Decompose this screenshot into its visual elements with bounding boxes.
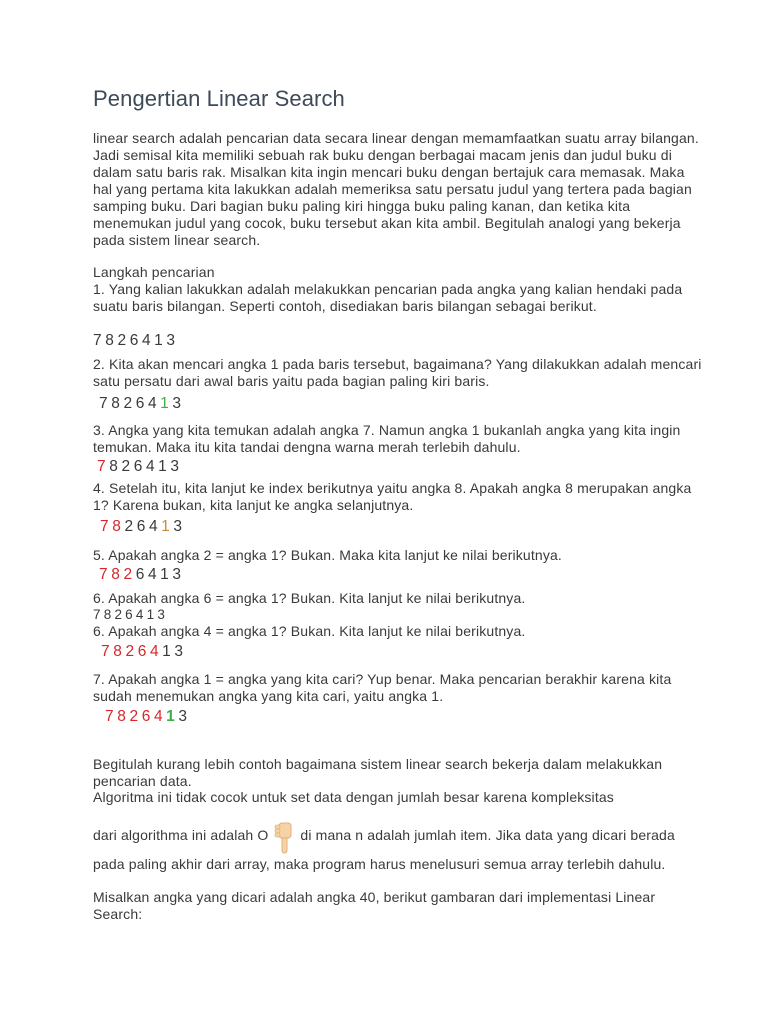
digit: 6 [137,643,150,660]
digit: 6 [125,607,136,622]
digit-sequence [93,332,179,350]
digit: 4 [149,643,163,660]
step-4-text: 4. Setelah itu, kita lanjut ke index berikutnya yaitu angka 8. Apakah angka 8 merupakan angka 1? Karena bukan, kita lanjut ke angka selanjutnya. [93,480,692,513]
example-intro: Misalkan angka yang dicari adalah angka 40, berikut gambaran dari implementasi Linear Search: [93,889,656,922]
complexity-text-after: di mana n adalah jumlah item. Jika data yang dicari berada pada paling akhir dari array, maka program harus menelusuri semua array terlebih dahulu. [93,827,675,872]
digit: 8 [111,395,124,412]
digit: 4 [135,607,147,622]
digit: 1 [161,518,174,535]
digit: 8 [113,643,126,660]
digit: 4 [147,395,161,412]
digit: 3 [172,395,185,412]
digit: 2 [123,566,136,583]
digit: 7 [97,458,110,475]
digit: 6 [136,518,149,535]
digit: 2 [123,395,136,412]
digit: 3 [173,518,186,535]
digit: 7 [101,643,114,660]
step-7-text: 7. Apakah angka 1 = angka yang kita cari? Yup benar. Maka pencarian berakhir karena kita sudah menemukan angka yang kita cari, yaitu angka 1. [93,671,672,704]
closing-paragraph: Begitulah kurang lebih contoh bagaimana sistem linear search bekerja dalam melakukkan pencarian data. [93,756,663,789]
digit: 1 [166,708,179,725]
intro-paragraph: linear search adalah pencarian data secara linear dengan memamfaatkan suatu array bilangan. Jadi semisal kita memiliki sebuah rak buku dengan berbagai macam jenis dan judul buku di dalam satu baris rak. Misalkan kita ingin mencari buku dengan bertajuk cara memasak. Maka hal yang pertama kita lakukkan adalah memeriksa satu persatu judul yang tertera pada bagian samping buku. Dari bagian buku paling kiri hingga buku paling kanan, dan ketika kita menemukan judul yang cocok, buku tersebut akan kita ambil. Begitulah analogi yang bekerja pada sistem linear search. [93,130,699,248]
digit: 6 [133,458,146,475]
digit: 3 [178,708,191,725]
digit: 6 [129,332,142,349]
digit: 2 [121,458,134,475]
digit-sequence [105,708,191,726]
digit: 7 [93,607,104,622]
digit: 3 [157,607,169,622]
digit: 7 [105,708,118,725]
digit: 6 [141,708,154,725]
digit: 8 [111,566,124,583]
step-6b-text: 6. Apakah angka 4 = angka 1? Bukan. Kita lanjut ke nilai berikutnya. [93,623,526,639]
digit: 8 [109,458,122,475]
complexity-paragraph [93,822,703,873]
digit: 1 [160,395,173,412]
step-1-text: 1. Yang kalian lakukkan adalah melakukkan pencarian pada angka yang kalian hendaki pada suatu baris bilangan. Seperti contoh, disediakan baris bilangan sebagai berikut. [93,281,683,314]
digit: 6 [135,395,148,412]
complexity-text-before: dari algorithma ini adalah O [93,827,269,843]
digit-sequence [93,606,168,624]
step-3-text: 3. Angka yang kita temukan adalah angka 7. Namun angka 1 bukanlah angka yang kita ingin temukan. Maka itu kita tandai dengna warna merah terlebih dahulu. [93,422,681,455]
digit: 1 [162,643,175,660]
digit-sequence [101,643,187,661]
digit: 7 [93,332,106,349]
digit: 2 [129,708,142,725]
digit: 3 [170,458,183,475]
algorithm-remark: Algoritma ini tidak cocok untuk set data dengan jumlah besar karena kompleksitas [93,789,614,805]
steps-heading: Langkah pencarian [93,264,215,280]
digit: 3 [174,643,187,660]
digit: 7 [99,395,112,412]
digit: 3 [172,566,185,583]
digit: 2 [124,518,137,535]
digit: 1 [146,607,158,622]
thumbs-down-icon [270,822,296,856]
digit: 8 [103,607,115,622]
digit: 1 [158,458,171,475]
digit: 3 [166,332,179,349]
digit-sequence [99,395,185,413]
digit: 4 [153,708,167,725]
digit: 4 [145,458,159,475]
digit: 4 [141,332,155,349]
step-6a-text: 6. Apakah angka 6 = angka 1? Bukan. Kita lanjut ke nilai berikutnya. [93,590,526,606]
digit: 1 [154,332,167,349]
step-2-text: 2. Kita akan mencari angka 1 pada baris tersebut, bagaimana? Yang dilakukkan adalah mencari satu persatu dari awal baris yaitu pada bagian paling kiri baris. [93,356,702,389]
digit-sequence [99,566,185,584]
digit-sequence [100,518,186,536]
digit: 8 [117,708,130,725]
digit: 8 [105,332,118,349]
digit: 2 [117,332,130,349]
digit: 8 [112,518,125,535]
step-5-text: 5. Apakah angka 2 = angka 1? Bukan. Maka kita lanjut ke nilai berikutnya. [93,547,562,563]
digit: 4 [147,566,161,583]
digit: 7 [99,566,112,583]
digit: 2 [114,607,126,622]
digit: 1 [160,566,173,583]
page-title: Pengertian Linear Search [93,86,345,111]
digit: 2 [125,643,138,660]
digit: 4 [148,518,162,535]
digit: 7 [100,518,113,535]
digit: 6 [135,566,148,583]
digit-sequence [97,458,183,476]
